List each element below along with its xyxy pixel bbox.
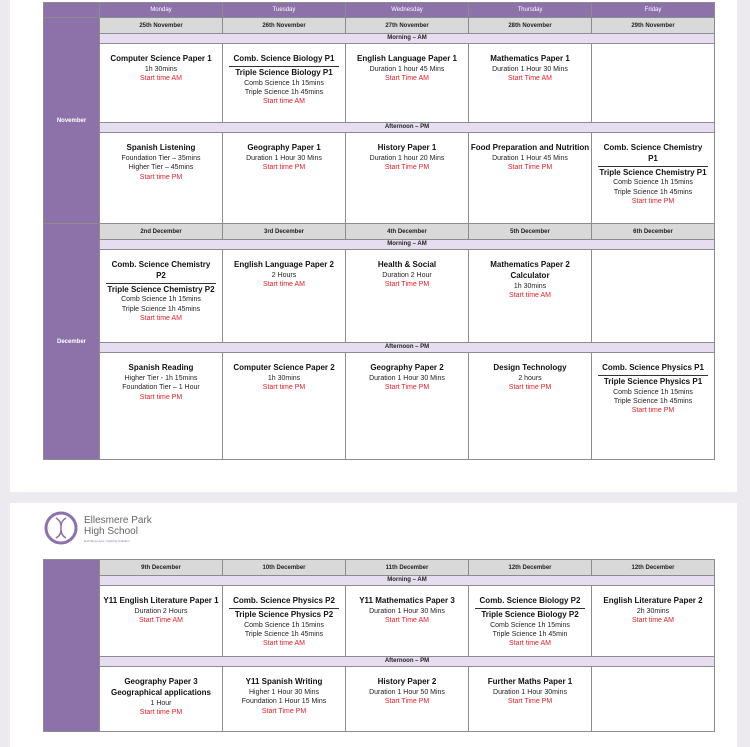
exam-title-triple: Triple Science Chemistry P2 [107, 284, 215, 294]
exam-cell [223, 667, 346, 732]
session-row [44, 343, 715, 353]
exam-title: English Literature Paper 2 [603, 596, 703, 605]
date-header: 9th December [100, 560, 223, 576]
exam-duration: Comb Science 1h 15mins [244, 621, 324, 629]
exam-duration: 2 Hours [271, 271, 297, 279]
school-name-line1: Ellesmere Park [84, 515, 152, 526]
exam-title-triple: Triple Science Chemistry P1 [599, 167, 707, 177]
exam-title: Geography Paper 2 [370, 363, 444, 372]
exam-content [592, 44, 714, 54]
exam-cell [223, 133, 346, 224]
exam-start-time: Start time AM [508, 292, 551, 300]
exam-duration: Duration 1 Hour 45 Mins [492, 154, 568, 162]
session-label: Afternoon – PM [100, 657, 715, 667]
exam-duration: Comb Science 1h 15mins [490, 621, 570, 629]
exam-title: Y11 English Literature Paper 1 [103, 596, 219, 605]
exam-start-time: Start Time AM [508, 75, 552, 83]
exam-start-time: Start Time AM [385, 617, 429, 625]
exam-content [346, 586, 468, 626]
exam-cell [100, 667, 223, 732]
exam-cell [469, 133, 592, 224]
date-header: 4th December [346, 224, 469, 240]
exam-cell [592, 44, 715, 123]
exam-start-time: Start time AM [508, 640, 551, 648]
exam-duration: Higher Tier – 45mins [128, 164, 194, 172]
exam-row [44, 44, 715, 123]
exam-title: Further Maths Paper 1 [487, 677, 573, 686]
exam-subtitle: Calculator [510, 270, 550, 280]
exam-content [469, 133, 591, 173]
exam-title: Comb. Science Biology P1 [229, 54, 339, 67]
exam-cell [346, 667, 469, 732]
exam-row [44, 667, 715, 732]
exam-content [100, 133, 222, 182]
exam-duration: Duration 1 Hour 30 Mins [246, 154, 322, 162]
exam-content [469, 353, 591, 393]
exam-content [346, 44, 468, 84]
exam-cell [469, 667, 592, 732]
exam-title: English Language Paper 1 [356, 54, 458, 63]
exam-title: Comb. Science Chemistry P1 [598, 143, 708, 167]
date-header: 28th November [469, 18, 592, 34]
month-label: November [44, 18, 100, 224]
side-spacer [44, 560, 100, 732]
date-header: 11th December [346, 560, 469, 576]
exam-title-triple: Triple Science Physics P2 [234, 609, 334, 619]
exam-start-time: Start time AM [631, 617, 674, 625]
session-label: Morning – AM [100, 240, 715, 250]
timetable-page-1 [10, 0, 737, 492]
exam-start-time: Start time PM [262, 384, 306, 392]
exam-content [592, 586, 714, 626]
exam-duration: 2 hours [518, 374, 542, 382]
exam-content [469, 44, 591, 84]
exam-start-time: Start Time PM [384, 164, 430, 172]
exam-title: Comb. Science Physics P2 [229, 596, 339, 609]
exam-duration: Higher Tier - 1h 15mins [124, 374, 198, 382]
exam-cell [469, 250, 592, 343]
exam-start-time: Start Time PM [384, 698, 430, 706]
day-header: Monday [100, 3, 223, 18]
exam-content [100, 586, 222, 626]
exam-content [223, 133, 345, 173]
exam-duration: Comb Science 1h 15mins [613, 179, 693, 187]
session-row [44, 240, 715, 250]
date-header: 3rd December [223, 224, 346, 240]
exam-duration: 1h 30mins [513, 282, 547, 290]
exam-cell [592, 250, 715, 343]
session-label: Morning – AM [100, 576, 715, 586]
exam-content [469, 667, 591, 707]
exam-title: Mathematics Paper 2 [490, 260, 570, 269]
date-header: 6th December [592, 224, 715, 240]
date-header: 12th December [469, 560, 592, 576]
timetable-grid-2 [43, 559, 715, 732]
exam-title: History Paper 2 [377, 677, 437, 686]
exam-start-time: Start Time AM [385, 75, 429, 83]
exam-cell [592, 133, 715, 224]
session-row [44, 657, 715, 667]
exam-row [44, 133, 715, 224]
day-header-row [44, 3, 715, 18]
exam-title: History Paper 1 [377, 143, 437, 152]
date-header: 27th November [346, 18, 469, 34]
exam-title-triple: Triple Science Physics P1 [603, 376, 703, 386]
exam-content [346, 133, 468, 173]
exam-cell [100, 44, 223, 123]
exam-duration: Comb Science 1h 15mins [121, 296, 201, 304]
exam-content [469, 250, 591, 300]
exam-start-time: Start time PM [139, 393, 183, 401]
session-label: Morning – AM [100, 34, 715, 44]
exam-content [100, 250, 222, 324]
exam-cell [469, 586, 592, 657]
session-row [44, 34, 715, 44]
exam-cell [346, 353, 469, 460]
exam-duration: Triple Science 1h 45mins [121, 305, 201, 313]
session-label: Afternoon – PM [100, 123, 715, 133]
exam-title: Y11 Spanish Writing [245, 677, 323, 686]
session-label: Afternoon – PM [100, 343, 715, 353]
exam-content [223, 667, 345, 716]
exam-content [346, 250, 468, 290]
exam-content [346, 667, 468, 707]
exam-duration: 2h 30mins [636, 607, 670, 615]
exam-start-time: Start time AM [262, 281, 305, 289]
exam-duration: Duration 1 Hour 30 Mins [492, 65, 568, 73]
exam-title: Design Technology [493, 363, 567, 372]
exam-title: Comb. Science Physics P1 [598, 363, 708, 376]
exam-start-time: Start Time PM [261, 707, 307, 715]
exam-cell [223, 44, 346, 123]
exam-duration: Duration 1 Hour 30mins [493, 688, 567, 696]
exam-content [346, 353, 468, 393]
exam-title: English Language Paper 2 [233, 260, 335, 269]
exam-start-time: Start time AM [262, 640, 305, 648]
exam-cell [469, 44, 592, 123]
exam-title: Geography Paper 1 [247, 143, 321, 152]
exam-cell [223, 353, 346, 460]
exam-content [223, 586, 345, 649]
date-row [44, 18, 715, 34]
exam-row [44, 353, 715, 460]
exam-content [223, 353, 345, 393]
exam-duration: Comb Science 1h 15mins [613, 388, 693, 396]
exam-duration: Triple Science 1h 45mins [244, 631, 324, 639]
session-row [44, 123, 715, 133]
exam-title: Food Preparation and Nutrition [470, 143, 590, 152]
exam-content [100, 667, 222, 717]
day-header: Thursday [469, 3, 592, 18]
exam-start-time: Start Time PM [384, 384, 430, 392]
exam-start-time: Start time PM [631, 198, 675, 206]
exam-cell [100, 586, 223, 657]
exam-cell [346, 44, 469, 123]
exam-title: Computer Science Paper 2 [233, 363, 335, 372]
exam-duration: Duration 2 Hour [382, 271, 432, 279]
date-header: 2nd December [100, 224, 223, 240]
exam-start-time: Start Time PM [384, 281, 430, 289]
exam-duration: Duration 1 Hour 30 Mins [369, 374, 445, 382]
day-header: Tuesday [223, 3, 346, 18]
exam-row [44, 586, 715, 657]
exam-cell [346, 133, 469, 224]
exam-cell [223, 250, 346, 343]
exam-duration: Duration 1 Hour 30 Mins [369, 607, 445, 615]
exam-start-time: Start time PM [631, 407, 675, 415]
exam-duration: Duration 2 Hours [134, 607, 188, 615]
exam-duration: 1h 30mins [144, 65, 178, 73]
exam-start-time: Start Time PM [507, 698, 553, 706]
exam-content [223, 44, 345, 107]
date-header: 25th November [100, 18, 223, 34]
exam-start-time: Start time AM [139, 315, 182, 323]
exam-start-time: Start time PM [139, 173, 183, 181]
exam-duration: Duration 1 hour 45 Mins [369, 65, 445, 73]
exam-content [223, 250, 345, 290]
school-tagline: Enriching Lives, Inspiring Ambition [84, 539, 130, 543]
exam-subtitle: Geographical applications [110, 687, 212, 697]
timetable-grid-1 [43, 2, 715, 460]
exam-duration: 1 Hour [150, 699, 172, 707]
date-header: 5th December [469, 224, 592, 240]
exam-start-time: Start Time PM [507, 164, 553, 172]
exam-content [592, 250, 714, 260]
exam-cell [592, 667, 715, 732]
exam-start-time: Start Time AM [139, 617, 183, 625]
exam-start-time: Start time PM [508, 384, 552, 392]
exam-duration: Triple Science 1h 45mins [244, 89, 324, 97]
exam-duration: Triple Science 1h 45min [492, 631, 568, 639]
exam-cell [469, 353, 592, 460]
exam-title: Mathematics Paper 1 [490, 54, 570, 63]
exam-content [469, 586, 591, 649]
exam-duration: Higher 1 Hour 30 Mins [248, 688, 320, 696]
exam-title: Comb. Science Biology P2 [475, 596, 585, 609]
exam-cell [592, 586, 715, 657]
exam-start-time: Start time AM [139, 75, 182, 83]
timetable-page-2 [10, 503, 737, 747]
exam-cell [592, 353, 715, 460]
exam-title: Comb. Science Chemistry P2 [106, 260, 216, 284]
session-row [44, 576, 715, 586]
exam-content [592, 133, 714, 207]
date-header: 10th December [223, 560, 346, 576]
exam-duration: Triple Science 1h 45mins [613, 398, 693, 406]
exam-content [592, 353, 714, 416]
exam-title: Health & Social [377, 260, 437, 269]
exam-cell [100, 250, 223, 343]
exam-content [592, 667, 714, 677]
exam-start-time: Start time PM [262, 164, 306, 172]
exam-duration: 1h 30mins [267, 374, 301, 382]
side-spacer [44, 3, 100, 18]
exam-duration: Triple Science 1h 45mins [613, 188, 693, 196]
exam-start-time: Start time AM [262, 98, 305, 106]
date-header: 12th December [592, 560, 715, 576]
exam-row [44, 250, 715, 343]
exam-title: Y11 Mathematics Paper 3 [359, 596, 455, 605]
exam-cell [223, 586, 346, 657]
day-header: Friday [592, 3, 715, 18]
exam-cell [346, 586, 469, 657]
exam-title: Computer Science Paper 1 [110, 54, 212, 63]
day-header: Wednesday [346, 3, 469, 18]
exam-content [100, 44, 222, 84]
exam-title-triple: Triple Science Biology P1 [235, 67, 333, 77]
exam-cell [100, 133, 223, 224]
exam-duration: Duration 1 Hour 50 Mins [369, 688, 445, 696]
date-row [44, 224, 715, 240]
exam-title: Spanish Reading [128, 363, 194, 372]
date-header: 26th November [223, 18, 346, 34]
dna-logo-icon [44, 511, 78, 545]
exam-title-triple: Triple Science Biology P2 [481, 609, 579, 619]
exam-start-time: Start time PM [139, 709, 183, 717]
month-label: December [44, 224, 100, 460]
exam-duration: Comb Science 1h 15mins [244, 79, 324, 87]
exam-cell [346, 250, 469, 343]
exam-duration: Foundation Tier – 35mins [121, 154, 201, 162]
school-name-line2: High School [84, 526, 138, 537]
exam-cell [100, 353, 223, 460]
exam-content [100, 353, 222, 402]
exam-duration: Duration 1 hour 20 Mins [369, 154, 445, 162]
school-logo [44, 511, 194, 551]
exam-title: Geography Paper 3 [124, 677, 198, 686]
exam-duration: Foundation Tier – 1 Hour [122, 384, 200, 392]
exam-title: Spanish Listening [126, 143, 196, 152]
date-header: 29th November [592, 18, 715, 34]
exam-duration: Foundation 1 Hour 15 Mins [241, 698, 327, 706]
date-row [44, 560, 715, 576]
